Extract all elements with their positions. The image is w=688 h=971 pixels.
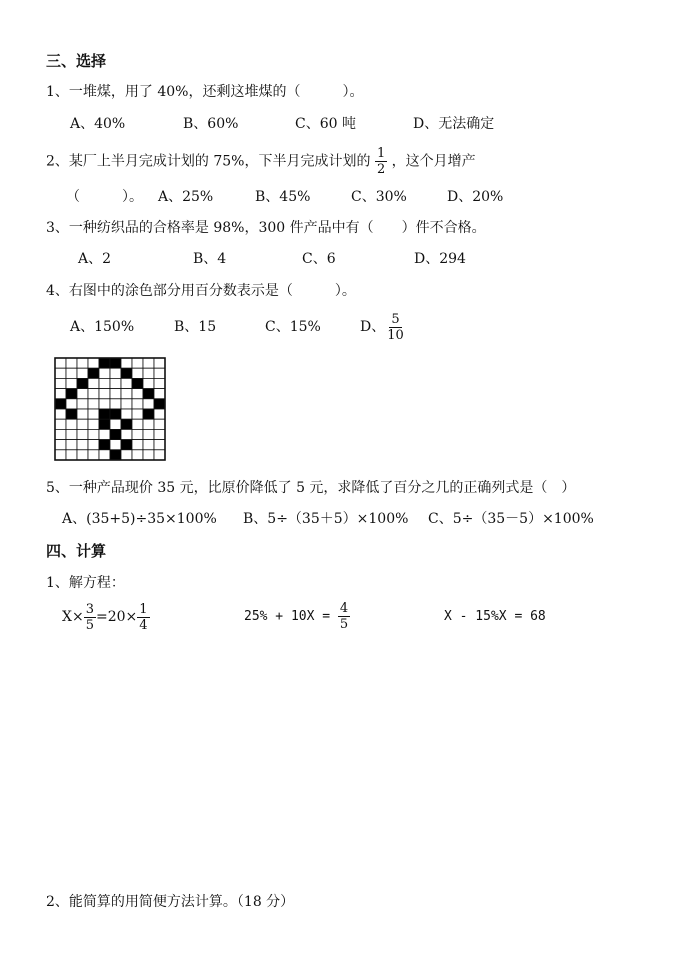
q4-option-c: C、15% bbox=[265, 319, 321, 335]
q2-option-b: B、45% bbox=[255, 189, 311, 205]
grid-cell bbox=[132, 419, 143, 429]
grid-cell bbox=[154, 378, 165, 388]
grid-cell bbox=[99, 429, 110, 439]
grid-cell bbox=[88, 429, 99, 439]
grid-cell bbox=[99, 450, 110, 460]
grid-cell-shaded bbox=[99, 409, 110, 419]
grid-cell-shaded bbox=[99, 440, 110, 450]
grid-cell bbox=[121, 389, 132, 399]
q3-option-d: D、294 bbox=[414, 251, 466, 267]
eq1-den2: 4 bbox=[139, 617, 148, 633]
grid-cell-shaded bbox=[99, 358, 110, 368]
grid-cell-shaded bbox=[55, 399, 66, 409]
grid-cell bbox=[143, 429, 154, 439]
grid-cell-shaded bbox=[132, 378, 143, 388]
grid-cell-shaded bbox=[121, 368, 132, 378]
grid-cell bbox=[77, 358, 88, 368]
grid-cell bbox=[66, 450, 77, 460]
grid-cell-shaded bbox=[77, 378, 88, 388]
grid-cell bbox=[154, 440, 165, 450]
shaded-grid-figure bbox=[54, 357, 166, 461]
grid-cell bbox=[55, 368, 66, 378]
question-2-text bbox=[46, 146, 476, 177]
q2-text-before: 2、某厂上半月完成计划的 75%，下半月完成计划的 bbox=[46, 153, 371, 170]
grid-cell bbox=[66, 429, 77, 439]
grid-cell bbox=[143, 450, 154, 460]
grid-cell bbox=[132, 358, 143, 368]
eq1-part-b: =20× bbox=[95, 609, 138, 625]
q4-option-b: B、15 bbox=[174, 319, 217, 335]
grid-cell bbox=[132, 389, 143, 399]
grid-cell bbox=[110, 368, 121, 378]
grid-cell bbox=[77, 409, 88, 419]
question-5-text: 5、一种产品现价 35 元，比原价降低了 5 元，求降低了百分之几的正确列式是（ ） bbox=[46, 480, 576, 496]
q4-option-a: A、150% bbox=[70, 319, 135, 335]
grid-cell bbox=[143, 368, 154, 378]
grid-cell bbox=[132, 440, 143, 450]
q2-answer-blank: （ ）。 bbox=[66, 189, 143, 205]
q2-frac-num: 1 bbox=[376, 146, 386, 161]
q2-option-d: D、20% bbox=[447, 189, 504, 205]
grid-cell bbox=[121, 409, 132, 419]
grid-cell bbox=[88, 358, 99, 368]
grid-cell bbox=[154, 429, 165, 439]
grid-cell bbox=[143, 440, 154, 450]
q5-option-a: A、(35+5)÷35×100% bbox=[62, 511, 217, 527]
grid-cell bbox=[88, 419, 99, 429]
grid-cell bbox=[121, 358, 132, 368]
grid-cell bbox=[77, 450, 88, 460]
simplify-calculation-label: 2、能简算的用简便方法计算。（18 分） bbox=[46, 894, 295, 910]
grid-cell bbox=[77, 399, 88, 409]
grid-cell bbox=[77, 389, 88, 399]
grid-cell bbox=[77, 368, 88, 378]
grid-cell-shaded bbox=[121, 440, 132, 450]
grid-cell bbox=[55, 389, 66, 399]
eq2-num: 4 bbox=[339, 601, 349, 616]
grid-cell bbox=[66, 368, 77, 378]
grid-cell bbox=[66, 358, 77, 368]
grid-cell bbox=[154, 450, 165, 460]
grid-cell-shaded bbox=[110, 358, 121, 368]
q5-option-b: B、5÷（35＋5）×100% bbox=[243, 511, 409, 527]
grid-cell bbox=[121, 399, 132, 409]
grid-cell bbox=[66, 440, 77, 450]
grid-cell bbox=[99, 368, 110, 378]
grid-cell bbox=[88, 440, 99, 450]
eq1-num1: 3 bbox=[85, 601, 94, 617]
grid-cell-shaded bbox=[110, 450, 121, 460]
grid-cell bbox=[121, 378, 132, 388]
grid-cell bbox=[132, 409, 143, 419]
grid-cell bbox=[88, 450, 99, 460]
grid-cell bbox=[55, 378, 66, 388]
grid-cell bbox=[132, 429, 143, 439]
grid-cell bbox=[88, 378, 99, 388]
grid-cell bbox=[88, 389, 99, 399]
q5-option-c: C、5÷（35－5）×100% bbox=[428, 511, 594, 527]
grid-cell bbox=[55, 419, 66, 429]
grid-cell-shaded bbox=[66, 389, 77, 399]
section-four-title: 四、计算 bbox=[46, 542, 107, 560]
eq2-fraction bbox=[338, 601, 350, 632]
grid-cell bbox=[66, 399, 77, 409]
question-4-text: 4、右图中的涂色部分用百分数表示是（ ）。 bbox=[46, 283, 356, 299]
equation-2 bbox=[244, 597, 350, 637]
grid-cell bbox=[66, 378, 77, 388]
grid-cell-shaded bbox=[99, 419, 110, 429]
q2-option-a: A、25% bbox=[158, 189, 214, 205]
grid-cell-shaded bbox=[121, 419, 132, 429]
q2-frac-den: 2 bbox=[376, 162, 386, 177]
grid-cell bbox=[132, 399, 143, 409]
grid-cell bbox=[154, 368, 165, 378]
grid-cell bbox=[132, 450, 143, 460]
eq2-den: 5 bbox=[339, 617, 349, 632]
grid-cell bbox=[55, 450, 66, 460]
q3-option-c: C、6 bbox=[302, 251, 336, 267]
grid-cell bbox=[154, 389, 165, 399]
grid-cell bbox=[110, 399, 121, 409]
grid-cell bbox=[55, 358, 66, 368]
grid-cell bbox=[110, 378, 121, 388]
q3-option-b: B、4 bbox=[193, 251, 227, 267]
solve-equations-label: 1、解方程： bbox=[46, 575, 125, 591]
q4-optd-den: 10 bbox=[387, 327, 404, 343]
eq1-fraction-1 bbox=[84, 602, 96, 633]
grid-cell bbox=[121, 429, 132, 439]
q2-fraction bbox=[375, 146, 387, 177]
grid-cell bbox=[88, 409, 99, 419]
grid-cell bbox=[143, 358, 154, 368]
grid-cell bbox=[77, 429, 88, 439]
question-1-text: 1、一堆煤，用了 40%，还剩这堆煤的（ ）。 bbox=[46, 84, 364, 100]
question-3-text: 3、一种纺织品的合格率是 98%，300 件产品中有（ ）件不合格。 bbox=[46, 220, 486, 236]
grid-cell-shaded bbox=[88, 368, 99, 378]
q1-option-a: A、40% bbox=[70, 116, 126, 132]
grid-cell bbox=[154, 409, 165, 419]
grid-cell bbox=[154, 358, 165, 368]
q1-option-c: C、60 吨 bbox=[295, 116, 356, 132]
grid-cell bbox=[132, 368, 143, 378]
q3-option-a: A、2 bbox=[78, 251, 112, 267]
q2-option-c: C、30% bbox=[351, 189, 407, 205]
eq1-fraction-2 bbox=[137, 602, 149, 633]
grid-cell bbox=[143, 419, 154, 429]
section-three-title: 三、选择 bbox=[46, 52, 107, 70]
grid-cell bbox=[99, 399, 110, 409]
grid-cell bbox=[110, 440, 121, 450]
grid-cell-shaded bbox=[143, 389, 154, 399]
grid-cell bbox=[143, 399, 154, 409]
grid-cell-shaded bbox=[110, 409, 121, 419]
q1-option-b: B、60% bbox=[183, 116, 239, 132]
grid-cell bbox=[55, 429, 66, 439]
eq2-part-a: 25% + 10X = bbox=[244, 609, 338, 624]
q2-text-after: ，这个月增产 bbox=[391, 153, 476, 170]
eq1-num2: 1 bbox=[139, 601, 148, 617]
q4-optd-num: 5 bbox=[391, 311, 400, 327]
grid-cell-shaded bbox=[66, 409, 77, 419]
grid-cell bbox=[77, 419, 88, 429]
grid-cell bbox=[154, 419, 165, 429]
grid-cell bbox=[143, 378, 154, 388]
equation-1 bbox=[62, 597, 150, 637]
grid-cell bbox=[77, 440, 88, 450]
grid-cell-shaded bbox=[154, 399, 165, 409]
grid-cell bbox=[110, 389, 121, 399]
grid-cell bbox=[110, 419, 121, 429]
eq1-den1: 5 bbox=[85, 617, 94, 633]
grid-cell bbox=[66, 419, 77, 429]
grid-cell-shaded bbox=[110, 429, 121, 439]
grid-cell bbox=[99, 389, 110, 399]
q4-option-d-fraction bbox=[385, 312, 406, 343]
grid-cell bbox=[99, 378, 110, 388]
q1-option-d: D、无法确定 bbox=[413, 116, 495, 132]
q4-option-d-label: D、 bbox=[360, 319, 386, 335]
eq1-part-a: X× bbox=[62, 609, 84, 625]
grid-cell bbox=[88, 399, 99, 409]
grid-cell bbox=[55, 440, 66, 450]
equation-3: X - 15%X = 68 bbox=[444, 609, 546, 624]
q4-option-d bbox=[360, 307, 406, 347]
grid-cell bbox=[121, 450, 132, 460]
grid-cell bbox=[55, 409, 66, 419]
grid-cell-shaded bbox=[143, 409, 154, 419]
